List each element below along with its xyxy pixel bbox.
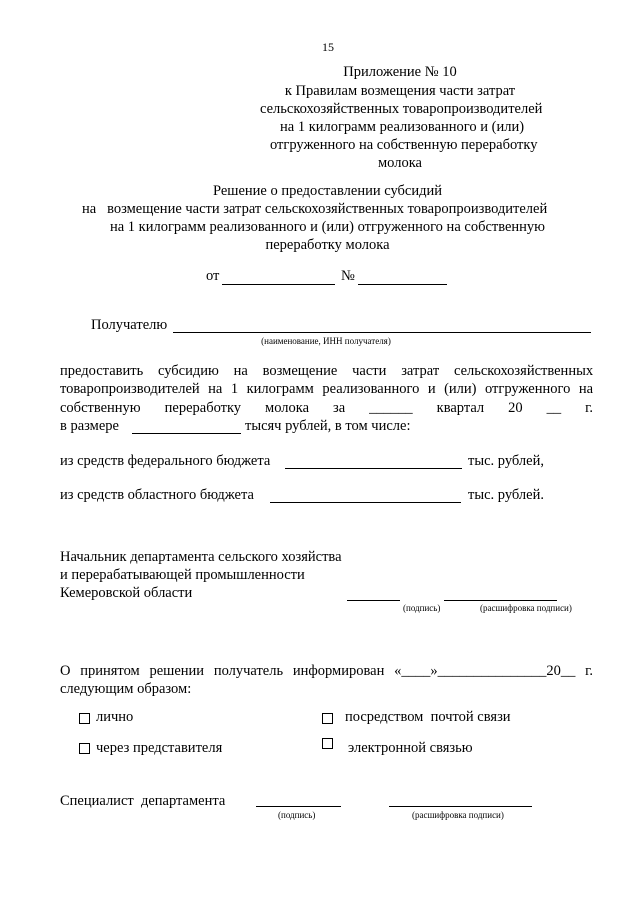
word: реализованного (322, 381, 420, 397)
head-title-line: Кемеровской области (60, 585, 193, 601)
word: затрат (401, 363, 440, 379)
federal-unit: тыс. рублей, (468, 453, 544, 469)
word: товаропроизводителей (60, 381, 200, 397)
word: г. (585, 663, 594, 679)
appendix-title: Приложение № 10 (343, 64, 457, 80)
checkbox[interactable] (79, 713, 90, 724)
amount-suffix: тысяч рублей, в том числе: (245, 418, 411, 434)
appendix-line: отгруженного на собственную переработку (270, 137, 538, 153)
specialist-signature-hint: (подпись) (278, 810, 316, 820)
head-title-line: Начальник департамента сельского хозяйства (60, 549, 342, 565)
word: килограмм (246, 381, 314, 397)
word: на (208, 381, 223, 397)
decision-line: на 1 килограмм реализованного и (или) отгруженного на собственную (109, 219, 546, 235)
word: (или) (444, 381, 477, 397)
year-prefix: 20 (508, 400, 523, 416)
word: г. (585, 400, 594, 416)
head-title-line: и перерабатывающей промышленности (60, 567, 305, 583)
word: информирован (292, 663, 385, 679)
word: за (333, 400, 346, 416)
regional-amount-field[interactable] (270, 502, 461, 503)
word: решении (149, 663, 205, 679)
head-signature-field[interactable] (347, 600, 400, 601)
head-decode-hint: (расшифровка подписи) (480, 603, 572, 613)
inform-line-1 (60, 663, 593, 680)
word: возмещение (262, 363, 338, 379)
word: предоставить (60, 363, 144, 379)
word: сельскохозяйственных (453, 363, 594, 379)
number-sign: № (341, 268, 355, 284)
word: О (60, 663, 71, 679)
inform-date-field[interactable]: «____»_______________20__ (394, 663, 576, 679)
decision-title: Решение о предоставлении субсидий (213, 183, 442, 199)
amount-field[interactable] (132, 433, 241, 434)
word: переработку (164, 400, 242, 416)
federal-label: из средств федерального бюджета (60, 453, 271, 469)
checkbox[interactable] (79, 743, 90, 754)
appendix-line: на 1 килограмм реализованного и (или) (280, 119, 525, 135)
word: на (578, 381, 594, 397)
head-signature-hint: (подпись) (403, 603, 441, 613)
option-label: лично (96, 709, 134, 725)
specialist-decode-field[interactable] (389, 806, 532, 807)
specialist-signature-field[interactable] (256, 806, 341, 807)
option-label: посредством почтой связи (345, 709, 511, 725)
checkbox[interactable] (322, 738, 333, 749)
recipient-label: Получателю (91, 317, 168, 333)
specialist-decode-hint: (расшифровка подписи) (412, 810, 504, 820)
recipient-field[interactable] (173, 332, 591, 333)
decision-line: на возмещение части затрат сельскохозяйственных товаропроизводителей (82, 201, 548, 217)
body-line-1 (60, 363, 593, 380)
checkbox[interactable] (322, 713, 333, 724)
body-line-2 (60, 381, 593, 398)
recipient-hint: (наименование, ИНН получателя) (261, 336, 391, 346)
regional-unit: тыс. рублей. (468, 487, 544, 503)
number-field[interactable] (358, 284, 447, 285)
word: и (427, 381, 436, 397)
appendix-line: молока (378, 155, 422, 171)
word: квартал (436, 400, 485, 416)
date-field[interactable] (222, 284, 335, 285)
appendix-line: к Правилам возмещения части затрат (284, 83, 516, 99)
option-label: через представителя (96, 740, 223, 756)
date-prefix: от (206, 268, 220, 284)
specialist-label: Специалист департамента (60, 793, 226, 809)
page-number: 15 (322, 40, 334, 54)
regional-label: из средств областного бюджета (60, 487, 254, 503)
word: отгруженного (484, 381, 571, 397)
option-label: электронной связью (348, 740, 473, 756)
body-line-3 (60, 400, 593, 417)
year-field[interactable]: __ (546, 400, 562, 416)
inform-line-2: следующим образом: (60, 681, 192, 697)
decision-line: переработку молока (265, 237, 390, 253)
word: на (233, 363, 248, 379)
quarter-field[interactable]: ______ (369, 400, 413, 416)
amount-prefix: в размере (60, 418, 119, 434)
word: принятом (80, 663, 140, 679)
head-decode-field[interactable] (444, 600, 557, 601)
word: получатель (213, 663, 284, 679)
word: собственную (60, 400, 141, 416)
word: молока (265, 400, 310, 416)
appendix-line: сельскохозяйственных товаропроизводителей (260, 101, 543, 117)
word: 1 (230, 381, 239, 397)
word: части (352, 363, 387, 379)
word: субсидию (157, 363, 219, 379)
federal-amount-field[interactable] (285, 468, 462, 469)
